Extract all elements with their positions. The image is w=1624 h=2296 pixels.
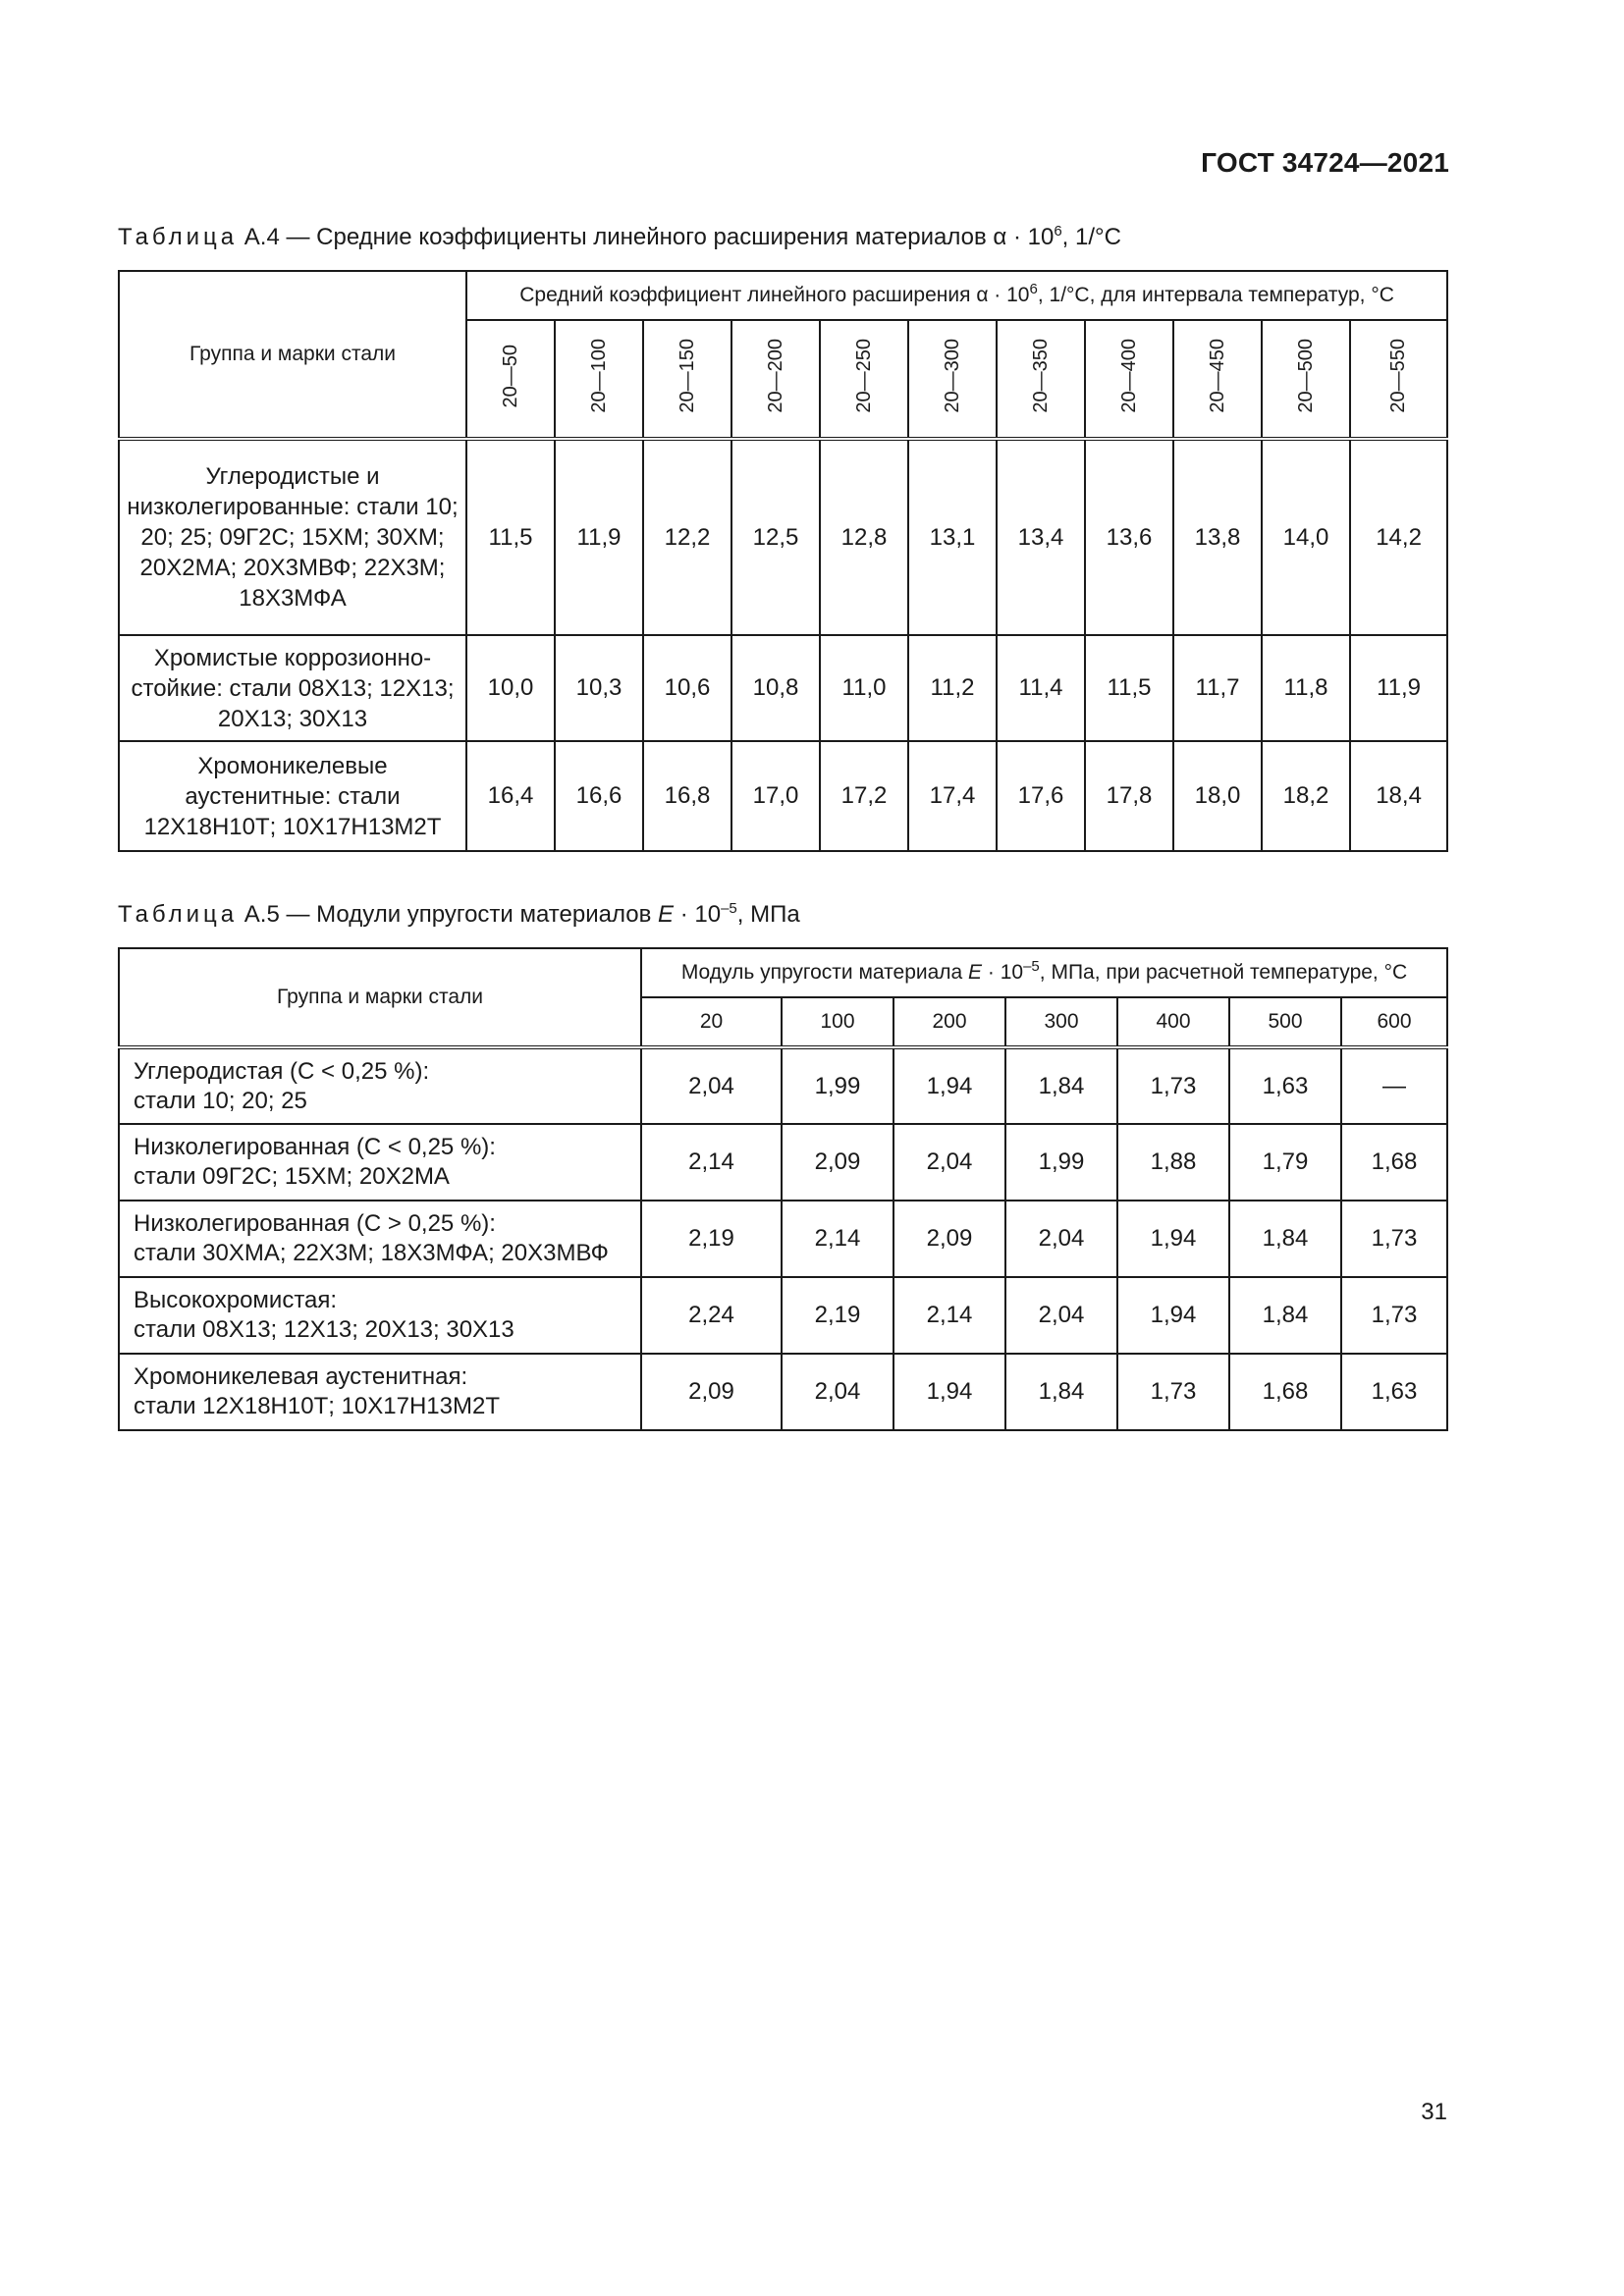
modulus-cell: 1,94 bbox=[893, 1047, 1005, 1124]
interval-label: 20—300 bbox=[941, 339, 963, 413]
interval-header bbox=[1173, 320, 1262, 439]
coefficient-cell: 16,8 bbox=[643, 741, 731, 851]
caption-unit: , МПа bbox=[736, 901, 800, 928]
interval-label: 20—150 bbox=[676, 339, 698, 413]
coefficient-cell: 17,8 bbox=[1085, 741, 1173, 851]
modulus-cell: 1,94 bbox=[893, 1354, 1005, 1430]
steel-group-cell bbox=[119, 1124, 641, 1201]
interval-header bbox=[555, 320, 643, 439]
caption-superscript: –5 bbox=[721, 900, 737, 917]
modulus-cell: 1,94 bbox=[1117, 1277, 1229, 1354]
table-row bbox=[119, 1047, 1447, 1124]
caption-multiplier: · 10 bbox=[674, 901, 722, 928]
coefficient-cell: 17,2 bbox=[820, 741, 908, 851]
modulus-cell: 2,14 bbox=[893, 1277, 1005, 1354]
modulus-cell: 1,88 bbox=[1117, 1124, 1229, 1201]
coefficient-span-header bbox=[466, 271, 1447, 320]
interval-label: 20—200 bbox=[764, 339, 786, 413]
modulus-cell: 1,73 bbox=[1117, 1047, 1229, 1124]
caption-word: Таблица bbox=[118, 224, 239, 250]
modulus-cell: 1,63 bbox=[1341, 1354, 1447, 1430]
modulus-cell: 2,09 bbox=[893, 1201, 1005, 1277]
table-a5-caption bbox=[118, 901, 800, 929]
coefficient-cell: 11,8 bbox=[1262, 635, 1350, 741]
caption-word: Таблица bbox=[118, 901, 239, 928]
coefficient-cell: 14,0 bbox=[1262, 439, 1350, 635]
coefficient-cell: 11,9 bbox=[1350, 635, 1447, 741]
coefficient-cell: 16,4 bbox=[466, 741, 555, 851]
span-header-unit: , 1/°С, для интервала температур, °С bbox=[1037, 284, 1394, 306]
coefficient-cell: 13,8 bbox=[1173, 439, 1262, 635]
modulus-cell: 1,84 bbox=[1229, 1201, 1341, 1277]
temperature-header: 600 bbox=[1341, 997, 1447, 1047]
modulus-cell: 1,73 bbox=[1341, 1201, 1447, 1277]
caption-text: А.5 — Модули упругости материалов bbox=[238, 901, 659, 928]
modulus-cell: 2,24 bbox=[641, 1277, 782, 1354]
steel-group-cell: Углеродистые и низколегированные: стали 10; 20; 25; 09Г2С; 15ХМ; 30ХМ; 20Х2МА; 20Х3МВФ; 22Х3М; 18Х3МФА bbox=[119, 439, 466, 635]
table-row bbox=[119, 1354, 1447, 1430]
caption-text: А.4 — Средние коэффициенты линейного расширения материалов α · 10 bbox=[238, 224, 1055, 250]
table-a4-body bbox=[119, 439, 1447, 851]
coefficient-cell: 11,0 bbox=[820, 635, 908, 741]
interval-label: 20—100 bbox=[587, 339, 610, 413]
table-row bbox=[119, 1124, 1447, 1201]
table-row bbox=[119, 1277, 1447, 1354]
interval-label: 20—50 bbox=[499, 344, 521, 408]
modulus-cell: 2,04 bbox=[641, 1047, 782, 1124]
steel-group-cell: Хромоникелевые аустенитные: стали 12Х18Н10Т; 10Х17Н13М2Т bbox=[119, 741, 466, 851]
steel-grades-line: стали 12Х18Н10Т; 10Х17Н13М2Т bbox=[134, 1393, 500, 1419]
modulus-cell: 2,14 bbox=[782, 1201, 893, 1277]
coefficient-cell: 10,8 bbox=[731, 635, 820, 741]
coefficient-cell: 17,4 bbox=[908, 741, 997, 851]
group-column-header: Группа и марки стали bbox=[119, 948, 641, 1047]
modulus-cell: 1,84 bbox=[1005, 1047, 1117, 1124]
modulus-cell: 2,09 bbox=[782, 1124, 893, 1201]
modulus-cell: 2,14 bbox=[641, 1124, 782, 1201]
coefficient-cell: 11,2 bbox=[908, 635, 997, 741]
caption-unit: , 1/°С bbox=[1061, 224, 1121, 250]
table-a4-caption bbox=[118, 224, 1121, 251]
interval-label: 20—450 bbox=[1206, 339, 1228, 413]
modulus-cell: 2,19 bbox=[641, 1201, 782, 1277]
modulus-cell: 2,04 bbox=[893, 1124, 1005, 1201]
table-row bbox=[119, 439, 1447, 635]
temperature-header: 200 bbox=[893, 997, 1005, 1047]
span-header-unit: , МПа, при расчетной температуре, °С bbox=[1039, 961, 1408, 984]
span-header-multiplier: · 10 bbox=[982, 961, 1024, 984]
modulus-cell: 1,68 bbox=[1229, 1354, 1341, 1430]
steel-grades-line: стали 08Х13; 12Х13; 20Х13; 30Х13 bbox=[134, 1316, 514, 1343]
modulus-cell: 1,68 bbox=[1341, 1124, 1447, 1201]
coefficient-cell: 12,8 bbox=[820, 439, 908, 635]
modulus-cell: 1,73 bbox=[1341, 1277, 1447, 1354]
modulus-cell: 2,04 bbox=[1005, 1277, 1117, 1354]
coefficient-cell: 18,2 bbox=[1262, 741, 1350, 851]
page-number: 31 bbox=[1421, 2099, 1447, 2125]
modulus-cell: 1,94 bbox=[1117, 1201, 1229, 1277]
modulus-cell: 1,73 bbox=[1117, 1354, 1229, 1430]
span-header-superscript: –5 bbox=[1023, 958, 1040, 975]
coefficient-cell: 12,5 bbox=[731, 439, 820, 635]
coefficient-cell: 13,6 bbox=[1085, 439, 1173, 635]
interval-label: 20—250 bbox=[852, 339, 875, 413]
steel-group-cell bbox=[119, 1277, 641, 1354]
coefficient-cell: 11,7 bbox=[1173, 635, 1262, 741]
interval-label: 20—350 bbox=[1029, 339, 1052, 413]
caption-symbol-e: E bbox=[658, 901, 675, 928]
interval-header bbox=[997, 320, 1085, 439]
modulus-cell: 1,99 bbox=[782, 1047, 893, 1124]
coefficient-cell: 11,9 bbox=[555, 439, 643, 635]
steel-group-line: Углеродистая (С < 0,25 %): bbox=[134, 1057, 430, 1085]
table-row bbox=[119, 741, 1447, 851]
steel-group-line: Низколегированная (С < 0,25 %): bbox=[134, 1134, 496, 1160]
steel-group-line: Высокохромистая: bbox=[134, 1287, 338, 1313]
interval-label: 20—500 bbox=[1294, 339, 1317, 413]
modulus-cell: 2,19 bbox=[782, 1277, 893, 1354]
modulus-cell: — bbox=[1341, 1047, 1447, 1124]
span-header-text: Модуль упругости материала bbox=[680, 961, 969, 984]
span-header-symbol-e: E bbox=[968, 961, 983, 984]
coefficient-cell: 10,0 bbox=[466, 635, 555, 741]
interval-label: 20—550 bbox=[1387, 339, 1410, 413]
interval-header bbox=[731, 320, 820, 439]
coefficient-cell: 10,6 bbox=[643, 635, 731, 741]
interval-header bbox=[908, 320, 997, 439]
table-a4 bbox=[118, 270, 1448, 852]
group-column-header: Группа и марки стали bbox=[119, 271, 466, 439]
coefficient-cell: 18,0 bbox=[1173, 741, 1262, 851]
steel-group-line: Хромоникелевая аустенитная: bbox=[134, 1363, 468, 1390]
interval-header bbox=[643, 320, 731, 439]
temperature-header: 300 bbox=[1005, 997, 1117, 1047]
modulus-cell: 1,84 bbox=[1005, 1354, 1117, 1430]
interval-label: 20—400 bbox=[1117, 339, 1140, 413]
modulus-cell: 1,79 bbox=[1229, 1124, 1341, 1201]
coefficient-cell: 11,5 bbox=[466, 439, 555, 635]
coefficient-cell: 16,6 bbox=[555, 741, 643, 851]
modulus-cell: 2,04 bbox=[782, 1354, 893, 1430]
coefficient-cell: 12,2 bbox=[643, 439, 731, 635]
temperature-header: 20 bbox=[641, 997, 782, 1047]
coefficient-cell: 17,0 bbox=[731, 741, 820, 851]
temperature-header: 400 bbox=[1117, 997, 1229, 1047]
coefficient-cell: 13,1 bbox=[908, 439, 997, 635]
steel-group-cell bbox=[119, 1047, 641, 1124]
coefficient-cell: 10,3 bbox=[555, 635, 643, 741]
steel-grades-line: стали 09Г2С; 15ХМ; 20Х2МА bbox=[134, 1163, 450, 1190]
modulus-cell: 2,09 bbox=[641, 1354, 782, 1430]
span-header-superscript: 6 bbox=[1029, 281, 1038, 297]
modulus-cell: 2,04 bbox=[1005, 1201, 1117, 1277]
coefficient-cell: 11,5 bbox=[1085, 635, 1173, 741]
table-row bbox=[119, 635, 1447, 741]
steel-group-cell bbox=[119, 1201, 641, 1277]
temperature-header: 500 bbox=[1229, 997, 1341, 1047]
steel-group-line: Низколегированная (С > 0,25 %): bbox=[134, 1210, 496, 1237]
modulus-cell: 1,84 bbox=[1229, 1277, 1341, 1354]
steel-grades-line: стали 10; 20; 25 bbox=[134, 1087, 307, 1114]
interval-header bbox=[1350, 320, 1447, 439]
coefficient-cell: 13,4 bbox=[997, 439, 1085, 635]
table-a5-body bbox=[119, 1047, 1447, 1430]
coefficient-cell: 18,4 bbox=[1350, 741, 1447, 851]
modulus-cell: 1,63 bbox=[1229, 1047, 1341, 1124]
steel-grades-line: стали 30ХМА; 22Х3М; 18Х3МФА; 20Х3МВФ bbox=[134, 1240, 609, 1266]
table-a5 bbox=[118, 947, 1448, 1431]
coefficient-cell: 11,4 bbox=[997, 635, 1085, 741]
interval-header bbox=[1262, 320, 1350, 439]
interval-header bbox=[466, 320, 555, 439]
span-header-text: Средний коэффициент линейного расширения α · 10 bbox=[519, 284, 1030, 306]
modulus-cell: 1,99 bbox=[1005, 1124, 1117, 1201]
temperature-header: 100 bbox=[782, 997, 893, 1047]
steel-group-cell: Хромистые коррозионно-стойкие: стали 08Х13; 12Х13; 20Х13; 30Х13 bbox=[119, 635, 466, 741]
caption-superscript: 6 bbox=[1054, 223, 1062, 240]
coefficient-cell: 14,2 bbox=[1350, 439, 1447, 635]
interval-header bbox=[1085, 320, 1173, 439]
table-row bbox=[119, 1201, 1447, 1277]
interval-header bbox=[820, 320, 908, 439]
document-code: ГОСТ 34724—2021 bbox=[1201, 147, 1449, 178]
modulus-span-header bbox=[641, 948, 1447, 997]
coefficient-cell: 17,6 bbox=[997, 741, 1085, 851]
steel-group-cell bbox=[119, 1354, 641, 1430]
